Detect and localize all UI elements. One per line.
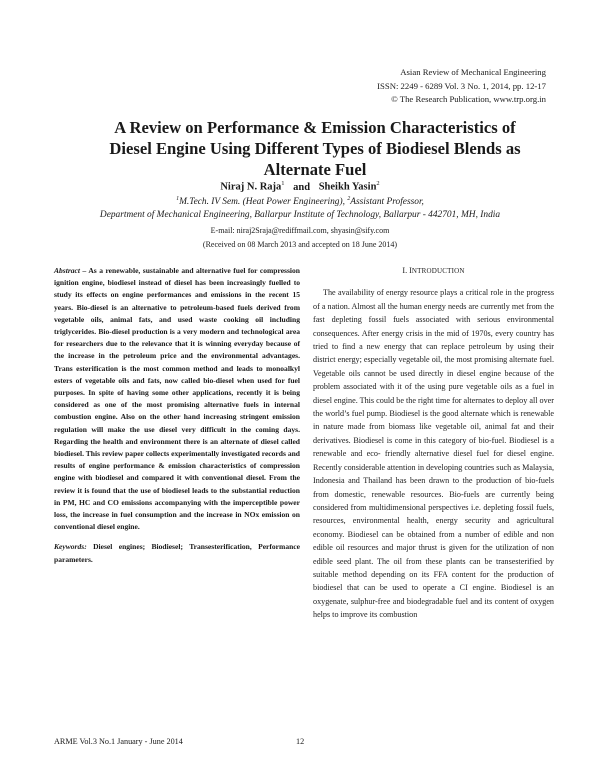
author-emails: E-mail: niraj2Sraja@rediffmail.com, shyasin@sify.com	[210, 226, 390, 235]
abstract	[54, 265, 300, 533]
keywords-lead: Keywords:	[54, 542, 87, 552]
author-name: Sheikh Yasin	[318, 181, 377, 193]
left-column	[54, 265, 300, 566]
section-heading	[313, 264, 554, 278]
title-line: A Review on Performance & Emission Characteristics of	[114, 118, 516, 137]
journal-name: Asian Review of Mechanical Engineering	[400, 67, 546, 77]
abstract-text: As a renewable, sustainable and alternative fuel for compression ignition engine, biodiesel instead of diesel has been increasingly fuelled to study its effects on engine performances and emissions in the recent 15 years. Bio-diesel is an alternative to petroleum-based fuels derived from vegetable oils, animal fats, and used waste cooking oil including triglycerides. Bio-diesel production is a very modern and technological area for researchers due to the relevance that it is winning everyday because of the increase in the petroleum price and the environmental advantages. Trans esterification is the most common method and leads to monoalkyl esters of vegetable oils and fats, now called bio-diesel when used for fuel purposes. In spite of having some other applications, recently it is being considered as one of the most promising alternative fuels in internal combustion engine. Also on the other hand increasing stringent emission regulation will make the use diesel very difficult in the coming days. Regarding the health and environment there is an alternate of diesel called biodiesel. This review paper collects experimentally investigated records and results of engine performance & emission characteristics of compression engine with biodiesel and compared it with conventional diesel. From the review it is found that the use of biodiesel leads to the substantial reduction in PM, HC and CO emissions accompanying with the imperceptible power loss, the increase in fuel consumption and the increase in NOx emission on conventional diesel engine.	[54, 266, 300, 532]
author-line	[0, 180, 600, 193]
right-column	[313, 264, 554, 622]
affiliation-role: Assistant Professor,	[350, 197, 424, 208]
title-line: Alternate Fuel	[263, 160, 367, 179]
author-superscript: 2	[376, 180, 380, 187]
journal-copyright: © The Research Publication, www.trp.org.in	[391, 94, 546, 104]
introduction-paragraph: The availability of energy resource plays a critical role in the progress of a nation. Almost all the human energy needs are currently met from the fast depleting fossil fuels associated with serious environmental consequences. After energy crisis in the mid of 1970s, every country has tried to find a new energy that can replace petroleum by using their district energy; especially vegetable oil, the most promising alternate fuel. Vegetable oils cannot be used directly in diesel engine because of the problem associated with it of the using pure vegetable oils as a fuel in diesel engine. This could be the right time for alternates to deploy all over the world’s fuel pump. Biodiesel is the good alternate which is renewable in nature made from biomass like vegetable oil, animal fat and their derivatives. Biodiesel is come in this category of bio-fuel. Biodiesel is a renewable and eco- friendly alternative diesel fuel for diesel engine. Recently considerable attention in developing countries such as Malaysia, Indonesia and Thailand has been drawn to the production of bio-fuels from domestic, renewable resources. Bio-fuels are currently being considered from multidimensional perspectives i.e. depleting fossil fuels, resources, environmental health, energy security and agricultural economy. Biodiesel can be obtained from a number of edible and non edible oil resources and major thrust is given for the utilization of non edible seed plant. The oil from these plants can be transesterified by suitable method depending on its FFA content for the production of biodiesel that can be used to operate a CI engine. Biodiesel is an oxygenate, sulphur-free and biodegradable fuel and its content of oxygen helps to improve its combustion	[313, 288, 554, 620]
keywords-text: Diesel engines; Biodiesel; Transesterification, Performance parameters.	[54, 542, 300, 564]
footer-journal-issue: ARME Vol.3 No.1 January - June 2014	[54, 737, 183, 746]
section-numeral: I. I	[402, 266, 412, 275]
journal-issn: ISSN: 2249 - 6289 Vol. 3 No. 1, 2014, pp. 12-17	[377, 80, 546, 91]
affiliation-superscript: 1	[176, 196, 180, 202]
author-connector: and	[293, 181, 311, 193]
author-name: Niraj N. Raja	[220, 181, 282, 193]
keywords	[54, 541, 300, 565]
affiliation-role: M.Tech. IV Sem. (Heat Power Engineering),	[179, 197, 345, 208]
affiliation-superscript: 2	[347, 196, 351, 202]
title-line: Diesel Engine Using Different Types of Biodiesel Blends as	[109, 139, 521, 158]
paper-title	[30, 117, 600, 180]
received-dates: (Received on 08 March 2013 and accepted on 18 June 2014)	[202, 240, 398, 249]
affiliation-roles	[0, 196, 600, 207]
abstract-lead: Abstract –	[54, 266, 87, 275]
journal-header	[377, 66, 546, 107]
affiliation-department: Department of Mechanical Engineering, Ballarpur Institute of Technology, Ballarpur - 442701, MH, India	[99, 210, 501, 220]
author-superscript: 1	[281, 180, 285, 187]
page-number: 12	[296, 737, 305, 746]
section-title: NTRODUCTION	[411, 267, 465, 275]
